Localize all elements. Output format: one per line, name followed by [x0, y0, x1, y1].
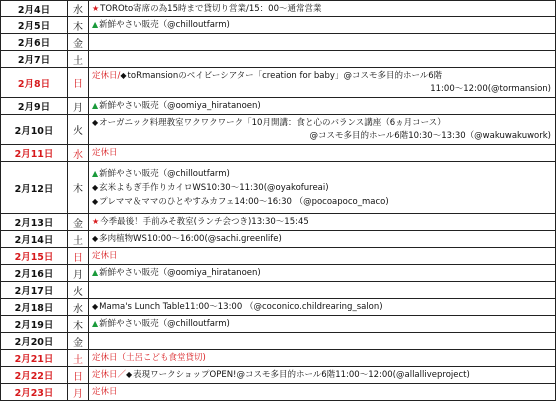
- date-cell: 2月5日: [1, 17, 68, 34]
- schedule-row: [1, 384, 556, 401]
- date-cell: 2月22日: [1, 367, 68, 384]
- schedule-row: [1, 51, 556, 68]
- date-cell: 2月14日: [1, 231, 68, 248]
- date-cell: 2月18日: [1, 299, 68, 316]
- weekday-cell: 金: [68, 333, 89, 350]
- diamond-icon: ◆: [92, 302, 99, 311]
- event-text: プレママ＆ママのひとやすみカフェ14:00～16:30 （@pocoapoco_maco): [99, 196, 389, 207]
- diamond-icon: ◆: [92, 196, 99, 206]
- weekday-cell: 木: [68, 162, 89, 214]
- diamond-icon: ◆: [92, 118, 99, 127]
- diamond-icon: ◆: [126, 370, 133, 379]
- event-text: 玄米よもぎ手作りカイロWS10:30～11:30(@oyakofureai): [99, 182, 329, 193]
- date-cell: 2月19日: [1, 316, 68, 333]
- date-cell: 2月10日: [1, 115, 68, 145]
- date-cell: 2月11日: [1, 145, 68, 162]
- weekday-cell: 月: [68, 384, 89, 401]
- event-cell: [89, 248, 556, 265]
- event-cell: [89, 68, 556, 98]
- event-subline: @コスモ多目的ホール6階10:30～13:30（@wakuwakuwork): [309, 131, 551, 141]
- event-subline: 11:00～12:00(@tormansion): [430, 84, 551, 94]
- event-line: [92, 266, 555, 280]
- date-cell: 2月20日: [1, 333, 68, 350]
- schedule-row: [1, 316, 556, 333]
- event-text: Mama's Lunch Table11:00～13:00 （@coconico.childrearing_salon): [99, 302, 383, 312]
- date-cell: 2月21日: [1, 350, 68, 367]
- weekday-cell: 木: [68, 316, 89, 333]
- event-cell: [89, 145, 556, 162]
- schedule-row: [1, 98, 556, 115]
- event-text: 定休日: [92, 148, 118, 158]
- weekday-cell: 土: [68, 350, 89, 367]
- event-text: 定休日／: [92, 370, 127, 380]
- date-cell: 2月12日: [1, 162, 68, 214]
- event-cell: [89, 162, 556, 214]
- star-icon: ★: [92, 217, 100, 226]
- event-cell: [89, 17, 556, 34]
- event-cell: [89, 214, 556, 231]
- event-cell: [89, 98, 556, 115]
- event-cell: [89, 333, 556, 350]
- event-text: 新鮮やさい販売（@oomiya_hiratanoen): [99, 101, 261, 111]
- event-text: 定休日: [92, 387, 118, 397]
- schedule-row: [1, 248, 556, 265]
- date-cell: 2月16日: [1, 265, 68, 282]
- schedule-row: [1, 231, 556, 248]
- diamond-icon: ◆: [120, 71, 127, 80]
- event-text: 表現ワークショップOPEN!@コスモ多目的ホール6階11:00～12:00(@allalliveproject): [133, 370, 470, 380]
- event-line: [92, 2, 555, 16]
- diamond-icon: ◆: [92, 182, 99, 192]
- schedule-row: [1, 299, 556, 316]
- weekday-cell: 火: [68, 115, 89, 145]
- date-cell: 2月8日: [1, 68, 68, 98]
- event-text: 定休日/: [92, 71, 121, 81]
- weekday-cell: 水: [68, 145, 89, 162]
- event-cell: [89, 51, 556, 68]
- event-text: 多肉植物WS10:00～16:00(@sachi.greenlife): [99, 234, 282, 244]
- star-icon: ★: [92, 3, 100, 13]
- triangle-icon: ▲: [92, 319, 99, 328]
- event-line: [92, 368, 555, 382]
- event-line: [92, 385, 555, 399]
- date-cell: 2月4日: [1, 1, 68, 17]
- weekday-cell: 水: [68, 1, 89, 17]
- schedule-row: [1, 17, 556, 34]
- event-text: 定休日: [92, 251, 118, 261]
- schedule-row: [1, 34, 556, 51]
- date-cell: 2月6日: [1, 34, 68, 51]
- weekday-cell: 日: [68, 248, 89, 265]
- event-text: 新鮮やさい販売（@chilloutfarm): [99, 168, 230, 179]
- date-cell: 2月7日: [1, 51, 68, 68]
- event-line: [92, 249, 555, 263]
- event-line: [92, 300, 555, 314]
- event-cell: [89, 299, 556, 316]
- date-cell: 2月15日: [1, 248, 68, 265]
- event-text: 新鮮やさい販売（@oomiya_hiratanoen): [99, 268, 261, 278]
- date-cell: 2月13日: [1, 214, 68, 231]
- event-line: [92, 69, 555, 83]
- schedule-row: [1, 68, 556, 98]
- event-cell: [89, 265, 556, 282]
- schedule-row: [1, 350, 556, 367]
- schedule-row: [1, 282, 556, 299]
- event-line: [92, 18, 555, 32]
- weekday-cell: 土: [68, 51, 89, 68]
- schedule-row: [1, 145, 556, 162]
- date-cell: 2月9日: [1, 98, 68, 115]
- weekday-cell: 水: [68, 299, 89, 316]
- event-text: オーガニック料理教室ワクワクワーク「10月開講：食と心のバランス講座（6ヵ月コース）: [99, 118, 446, 128]
- schedule-row: [1, 265, 556, 282]
- event-line: [92, 167, 555, 181]
- event-text: 新鮮やさい販売（@chilloutfarm): [99, 20, 230, 30]
- weekday-cell: 日: [68, 68, 89, 98]
- weekday-cell: 金: [68, 214, 89, 231]
- event-line: [92, 99, 555, 113]
- event-cell: [89, 231, 556, 248]
- event-line: [92, 195, 555, 209]
- event-cell: [89, 316, 556, 333]
- triangle-icon: ▲: [92, 20, 99, 29]
- event-text: 新鮮やさい販売（@chilloutfarm): [99, 319, 230, 329]
- event-line: [92, 215, 555, 229]
- event-cell: [89, 34, 556, 51]
- schedule-body: [1, 1, 556, 401]
- event-line: [92, 317, 555, 331]
- weekday-cell: 土: [68, 231, 89, 248]
- weekday-cell: 金: [68, 34, 89, 51]
- date-cell: 2月17日: [1, 282, 68, 299]
- event-line: [92, 116, 555, 130]
- event-line: [92, 181, 555, 195]
- weekday-cell: 火: [68, 282, 89, 299]
- schedule-row: [1, 1, 556, 17]
- triangle-icon: ▲: [92, 268, 99, 277]
- weekday-cell: 木: [68, 17, 89, 34]
- event-cell: [89, 367, 556, 384]
- event-cell: [89, 384, 556, 401]
- schedule-row: [1, 115, 556, 145]
- schedule-row: [1, 214, 556, 231]
- weekday-cell: 月: [68, 98, 89, 115]
- event-line: [92, 146, 555, 160]
- triangle-icon: ▲: [92, 168, 99, 178]
- diamond-icon: ◆: [92, 234, 99, 243]
- schedule-row: [1, 333, 556, 350]
- event-cell: [89, 1, 556, 17]
- date-cell: 2月23日: [1, 384, 68, 401]
- event-cell: [89, 350, 556, 367]
- schedule-row: [1, 162, 556, 214]
- weekday-cell: 月: [68, 265, 89, 282]
- event-text: toRmansionのベイビーシアター「creation for baby」@コスモ多目的ホール6階: [127, 71, 443, 81]
- event-cell: [89, 115, 556, 145]
- event-cell: [89, 282, 556, 299]
- event-text: 今季最後！手前みそ教室(ランチ会つき)13:30～15:45: [100, 217, 309, 227]
- weekday-cell: 日: [68, 367, 89, 384]
- schedule-row: [1, 367, 556, 384]
- event-text: TOROto寄席の為15時まで貸切り営業/15：00～通常営業: [100, 3, 322, 14]
- event-text: 定休日（土呂こども食堂貸切): [92, 353, 206, 363]
- event-line: [92, 232, 555, 246]
- event-line: [92, 351, 555, 365]
- triangle-icon: ▲: [92, 101, 99, 110]
